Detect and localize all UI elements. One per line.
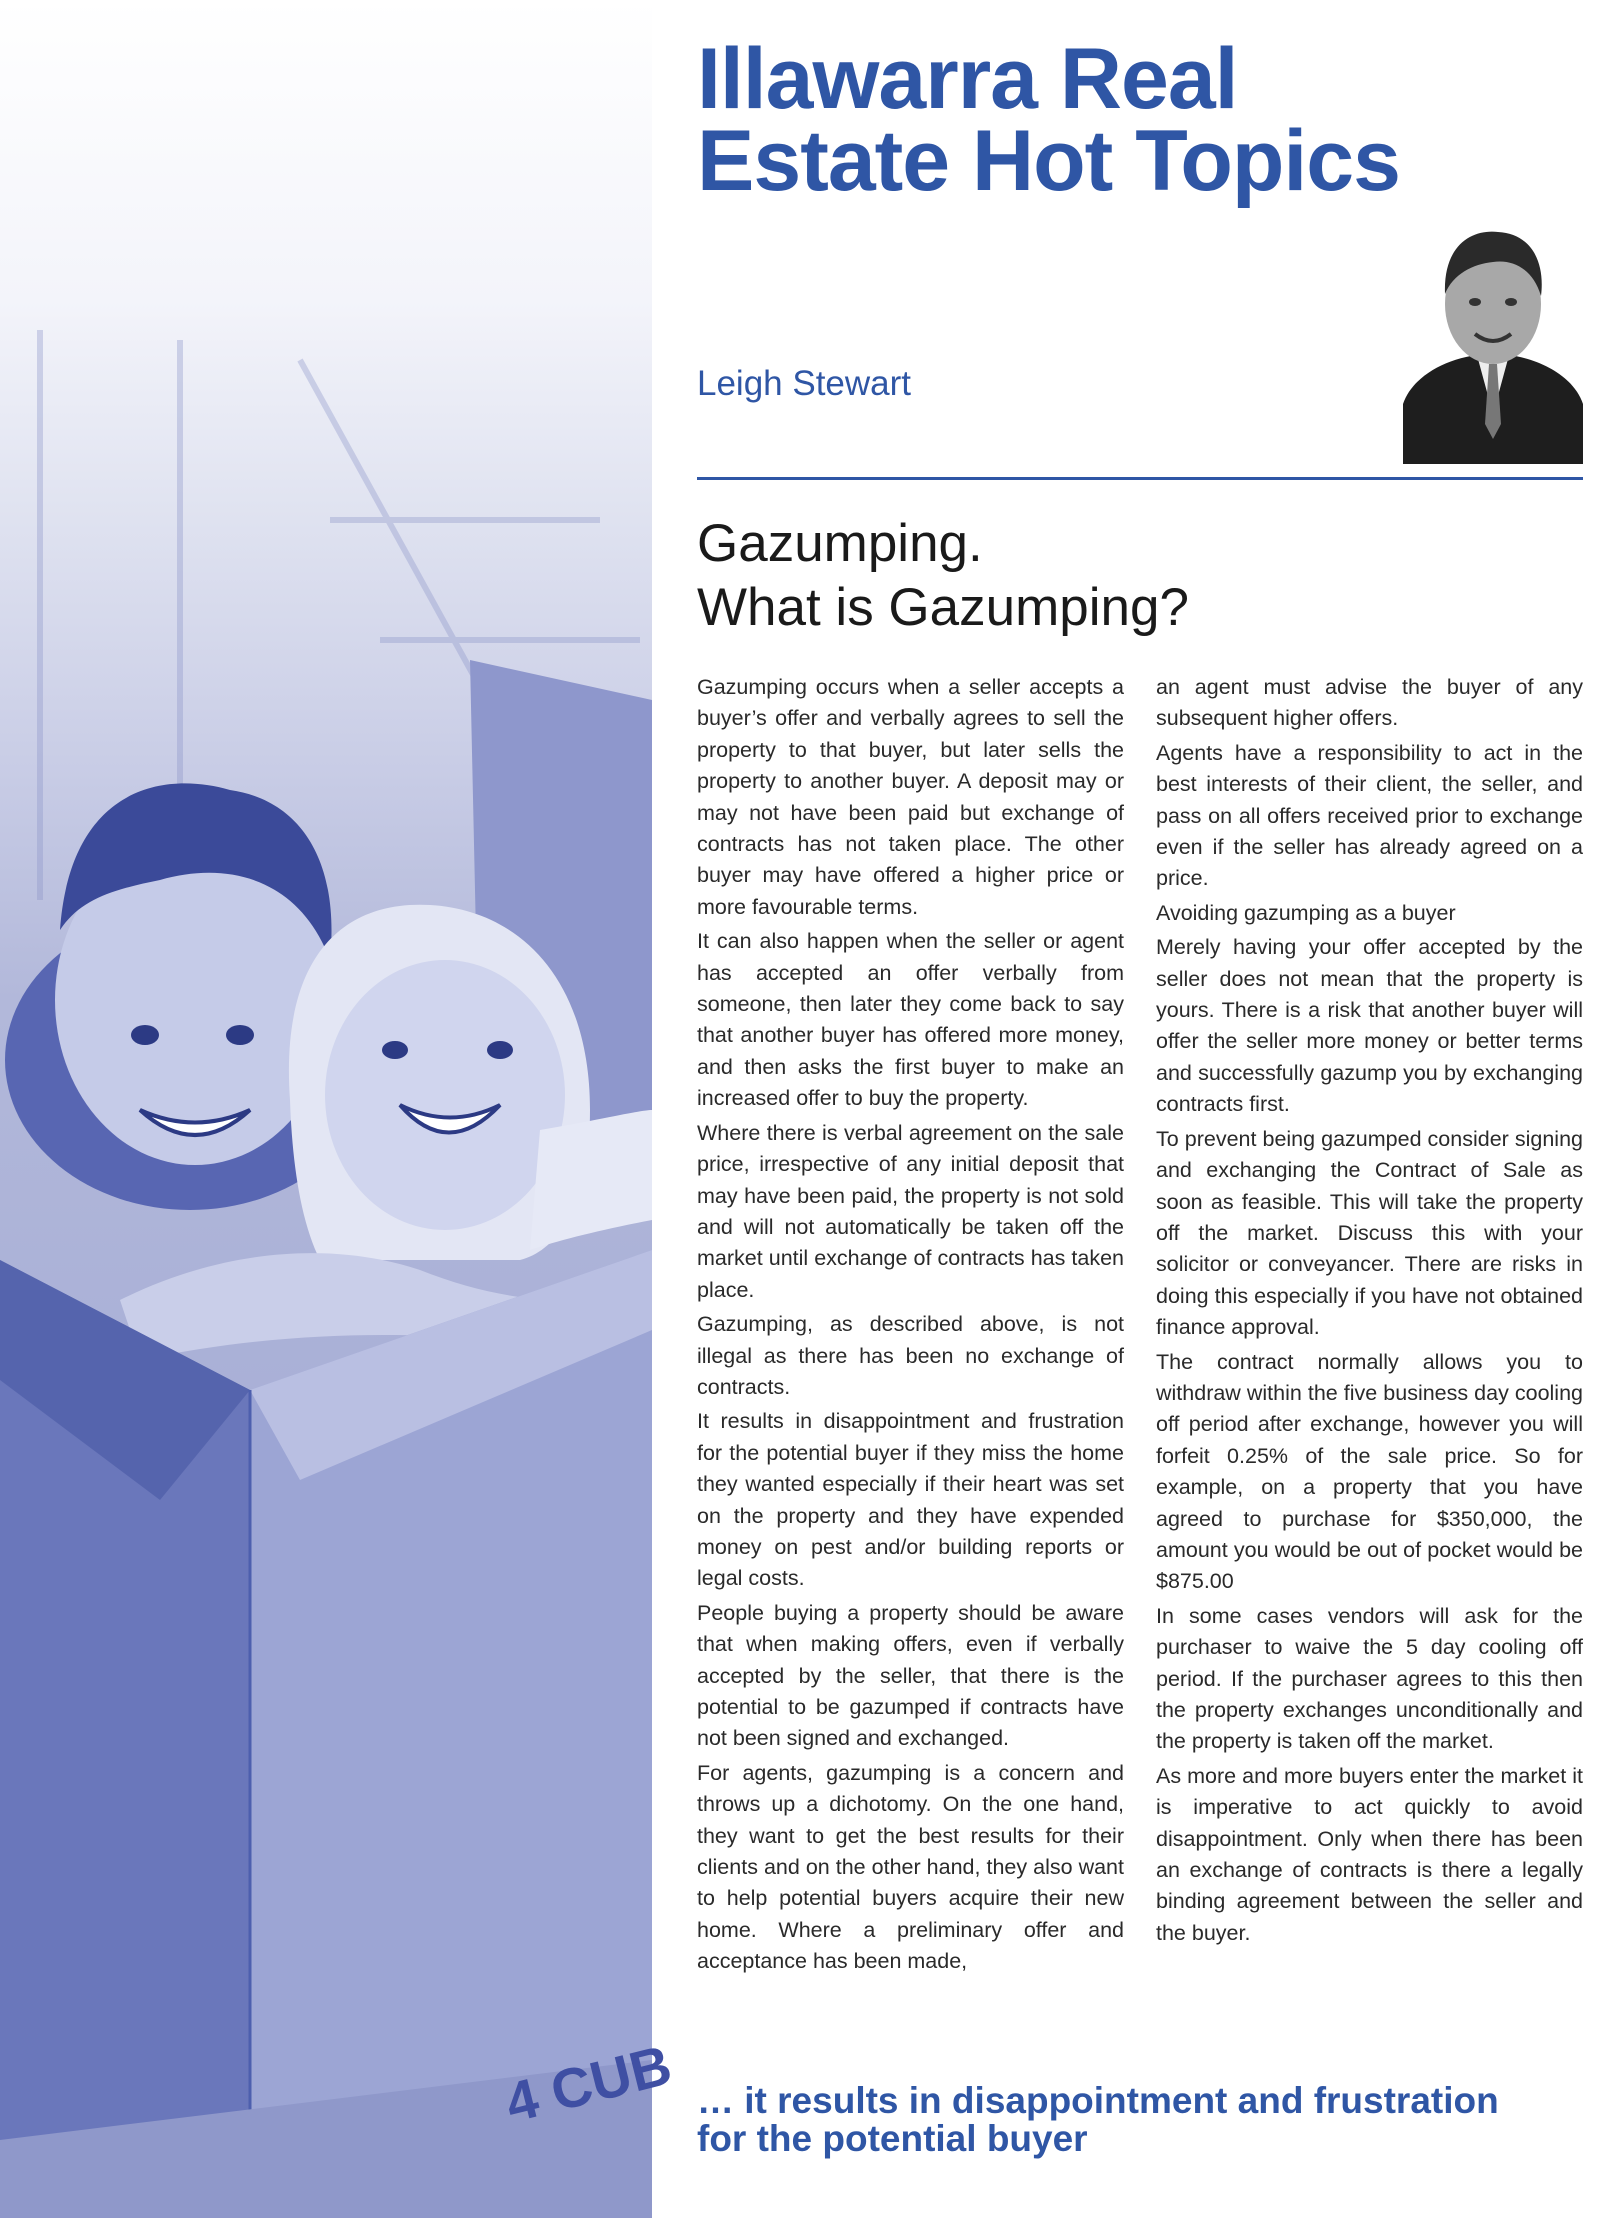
article-heading-line1: Gazumping. [697, 514, 983, 573]
girl-sleeve [530, 1110, 652, 1250]
article-column-1 [697, 672, 1124, 1981]
paragraph: Where there is verbal agreement on the sale price, irrespective of any initial deposit that may have been paid, the property is not sold and will not automatically be taken off the market until exchange of contracts has taken place. [697, 1120, 1124, 1302]
paragraph: Gazumping occurs when a seller accepts a buyer’s offer and verbally agrees to sell the property to that buyer, but later sells the property to another buyer. A deposit may or may not have been paid but exchange of contracts has not taken place. The other buyer may have offered a higher price or more favourable terms. [697, 675, 1124, 919]
subheading: Avoiding gazumping as a buyer [1156, 900, 1456, 925]
page-title-line1: Illawarra Real [697, 31, 1238, 127]
paragraph: It can also happen when the seller or agent has accepted an offer verbally from someone, then later they come back to say that another buyer has offered more money, and then asks the first buyer to make an increased offer to buy the property. [697, 929, 1124, 1111]
header-divider [697, 477, 1583, 480]
paragraph: For agents, gazumping is a concern and throws up a dichotomy. On the one hand, they want to get the best results for their clients and on the other hand, they also want to help potential buyers acquire their new home. Where a preliminary offer and acceptance has been made, [697, 1760, 1124, 1974]
article-heading-line2: What is Gazumping? [697, 578, 1189, 637]
paragraph: The contract normally allows you to withdraw within the five business day cooling off period after exchange, however you will forfeit 0.25% of the sale price. So for example, on a property that you have agreed to purchase for $350,000, the amount you would be out of pocket would be $875.00 [1156, 1349, 1583, 1594]
pull-quote-line2: for the potential buyer [697, 2118, 1088, 2159]
hero-photo-illustration [0, 0, 678, 2218]
paragraph: As more and more buyers enter the market it is imperative to act quickly to avoid disappointment. Only when there has been an exchange of contracts is there a legally binding agreement between the seller and the buyer. [1156, 1763, 1583, 1945]
hero-photo-children-in-box [0, 0, 678, 2218]
paragraph: Gazumping, as described above, is not illegal as there has been no exchange of contracts. [697, 1312, 1124, 1399]
page-title-line2: Estate Hot Topics [697, 113, 1400, 209]
article-heading [697, 512, 1577, 640]
paragraph: an agent must advise the buyer of any subsequent higher offers. [1156, 675, 1583, 731]
author-portrait [1403, 214, 1583, 464]
paragraph: To prevent being gazumped consider signing and exchanging the Contract of Sale as soon as feasible. This will take the property off the market. Discuss this with your solicitor or conveyancer. There are risks in doing this especially if you have not obtained finance approval. [1156, 1126, 1583, 1340]
pull-quote-line1: … it results in disappointment and frustration [697, 2080, 1499, 2121]
page-title [697, 31, 1577, 209]
article-column-2 [1156, 672, 1583, 1952]
box-print-text: 4 CUB [499, 2032, 678, 2135]
author-name: Leigh Stewart [697, 364, 912, 403]
paragraph: Merely having your offer accepted by the seller does not mean that the property is yours. There is a risk that another buyer will offer the seller more money or better terms and successfully gazump you by exchanging contracts first. [1156, 935, 1583, 1117]
paragraph: Agents have a responsibility to act in the best interests of their client, the seller, and pass on all offers received prior to exchange even if the seller has already agreed on a price. [1156, 740, 1583, 891]
paragraph: In some cases vendors will ask for the purchaser to waive the 5 day cooling off period. If the purchaser agrees to this then the property exchanges unconditionally and the property is taken off the market. [1156, 1603, 1583, 1754]
paragraph: It results in disappointment and frustration for the potential buyer if they miss the home they wanted especially if their heart was set on the property and they have expended money on pest and/or building reports or legal costs. [697, 1409, 1124, 1591]
pull-quote [697, 2082, 1587, 2158]
paragraph: People buying a property should be aware that when making offers, even if verbally accepted by the seller, that there is the potential to be gazumped if contracts have not been signed and exchanged. [697, 1600, 1124, 1751]
